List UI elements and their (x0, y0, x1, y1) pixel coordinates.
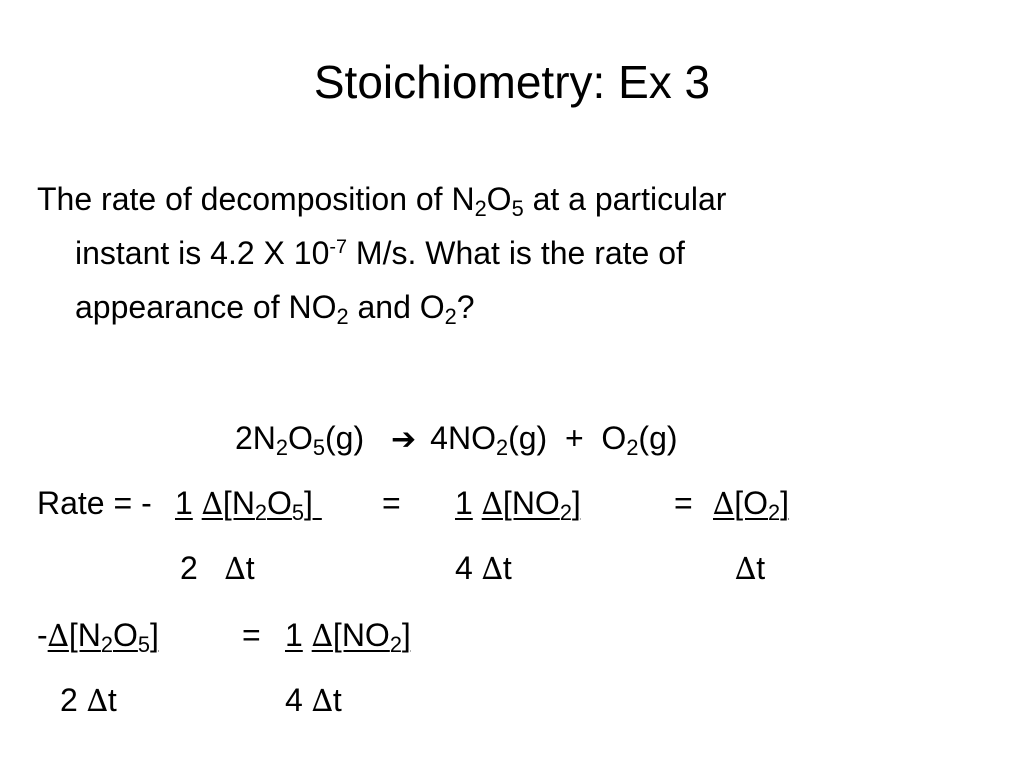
subscript: 2 (254, 500, 268, 526)
text-run: t (107, 682, 117, 718)
subscript: 5 (137, 632, 150, 658)
problem-text (37, 172, 987, 334)
subscript: 2 (559, 500, 572, 526)
text-run: The rate of decomposition of N (37, 181, 475, 217)
equals-sign: = (382, 485, 401, 521)
text-run: t (245, 550, 255, 586)
denominator-3 (735, 548, 765, 590)
denominator-1 (180, 548, 255, 590)
final-denominator-1 (60, 680, 117, 722)
text-run: t (502, 550, 512, 586)
text-run: ] (150, 617, 159, 653)
text-run: 4 (455, 550, 473, 586)
text-run: ] (780, 485, 790, 521)
subscript: 5 (511, 196, 524, 222)
delta-icon: ∆ (224, 552, 246, 587)
text-run: 4 (285, 682, 303, 718)
text-run: 1 (285, 617, 303, 653)
delta-icon: ∆ (47, 619, 69, 654)
text-run: ] (401, 617, 411, 653)
rate-term-2 (455, 483, 581, 525)
delta-icon: ∆ (713, 487, 735, 522)
equals-sign: = (674, 485, 693, 521)
text-run: appearance of NO (75, 289, 337, 325)
text-run: (g) (325, 420, 365, 456)
text-run: t (756, 550, 766, 586)
subscript: 2 (389, 632, 402, 658)
text-run: 2 (180, 550, 198, 586)
rate-term-1 (175, 483, 322, 525)
text-run: O (486, 181, 512, 217)
subscript: 5 (291, 500, 305, 526)
underlined-run (311, 617, 411, 658)
text-run: [N (222, 485, 255, 521)
text-run: O (267, 485, 292, 521)
subscript: 2 (336, 304, 349, 330)
delta-icon: ∆ (311, 619, 333, 654)
reaction-equation (235, 418, 678, 460)
text-run: ? (456, 289, 475, 325)
text-run: [NO (502, 485, 560, 521)
final-denominator-2 (285, 680, 342, 722)
reaction-arrow-icon: ➔ (391, 422, 417, 457)
text-run: 2 (60, 682, 78, 718)
text-run: M/s. What is the rate of (347, 235, 685, 271)
denominator-2 (455, 548, 512, 590)
delta-icon: ∆ (481, 487, 503, 522)
subscript: 2 (444, 304, 457, 330)
rate-label: Rate = - (37, 485, 152, 521)
subscript: 2 (275, 435, 289, 461)
text-run: 1 (175, 485, 193, 521)
text-run: [NO (332, 617, 390, 653)
text-run: instant is 4.2 X 10 (75, 235, 330, 271)
delta-icon: ∆ (201, 487, 223, 522)
underlined-run (481, 485, 581, 526)
text-run: O (113, 617, 138, 653)
text-run: [O (734, 485, 769, 521)
superscript: -7 (329, 236, 348, 259)
text-run: t (332, 682, 342, 718)
underlined-run (47, 617, 159, 658)
text-run: ] (304, 485, 313, 521)
underlined-run (713, 485, 790, 526)
delta-icon: ∆ (481, 552, 503, 587)
text-run: (g) + O (508, 420, 627, 456)
text-run: at a particular (523, 181, 727, 217)
final-term-2 (285, 615, 411, 657)
text-run: 4NO (430, 420, 496, 456)
delta-icon: ∆ (311, 684, 333, 719)
text-run: [N (68, 617, 101, 653)
subscript: 2 (768, 500, 781, 526)
delta-icon: ∆ (86, 684, 108, 719)
final-term-1 (37, 615, 159, 657)
text-run: 1 (455, 485, 473, 521)
rate-term-3 (713, 483, 789, 525)
text-run: 2N (235, 420, 276, 456)
subscript: 2 (626, 435, 639, 461)
equals-sign: = (242, 617, 261, 653)
text-run: and O (348, 289, 445, 325)
text-run: - (37, 617, 48, 653)
subscript: 2 (100, 632, 113, 658)
problem-line-2 (37, 226, 987, 280)
problem-line-3 (37, 280, 987, 334)
problem-line-1 (37, 172, 987, 226)
text-run: ] (571, 485, 581, 521)
subscript: 2 (495, 435, 509, 461)
delta-icon: ∆ (735, 552, 757, 587)
subscript: 2 (474, 196, 487, 222)
text-run: (g) (638, 420, 678, 456)
slide-title: Stoichiometry: Ex 3 (313, 56, 711, 108)
underlined-run (201, 485, 322, 526)
subscript: 5 (312, 435, 326, 461)
text-run: O (288, 420, 313, 456)
